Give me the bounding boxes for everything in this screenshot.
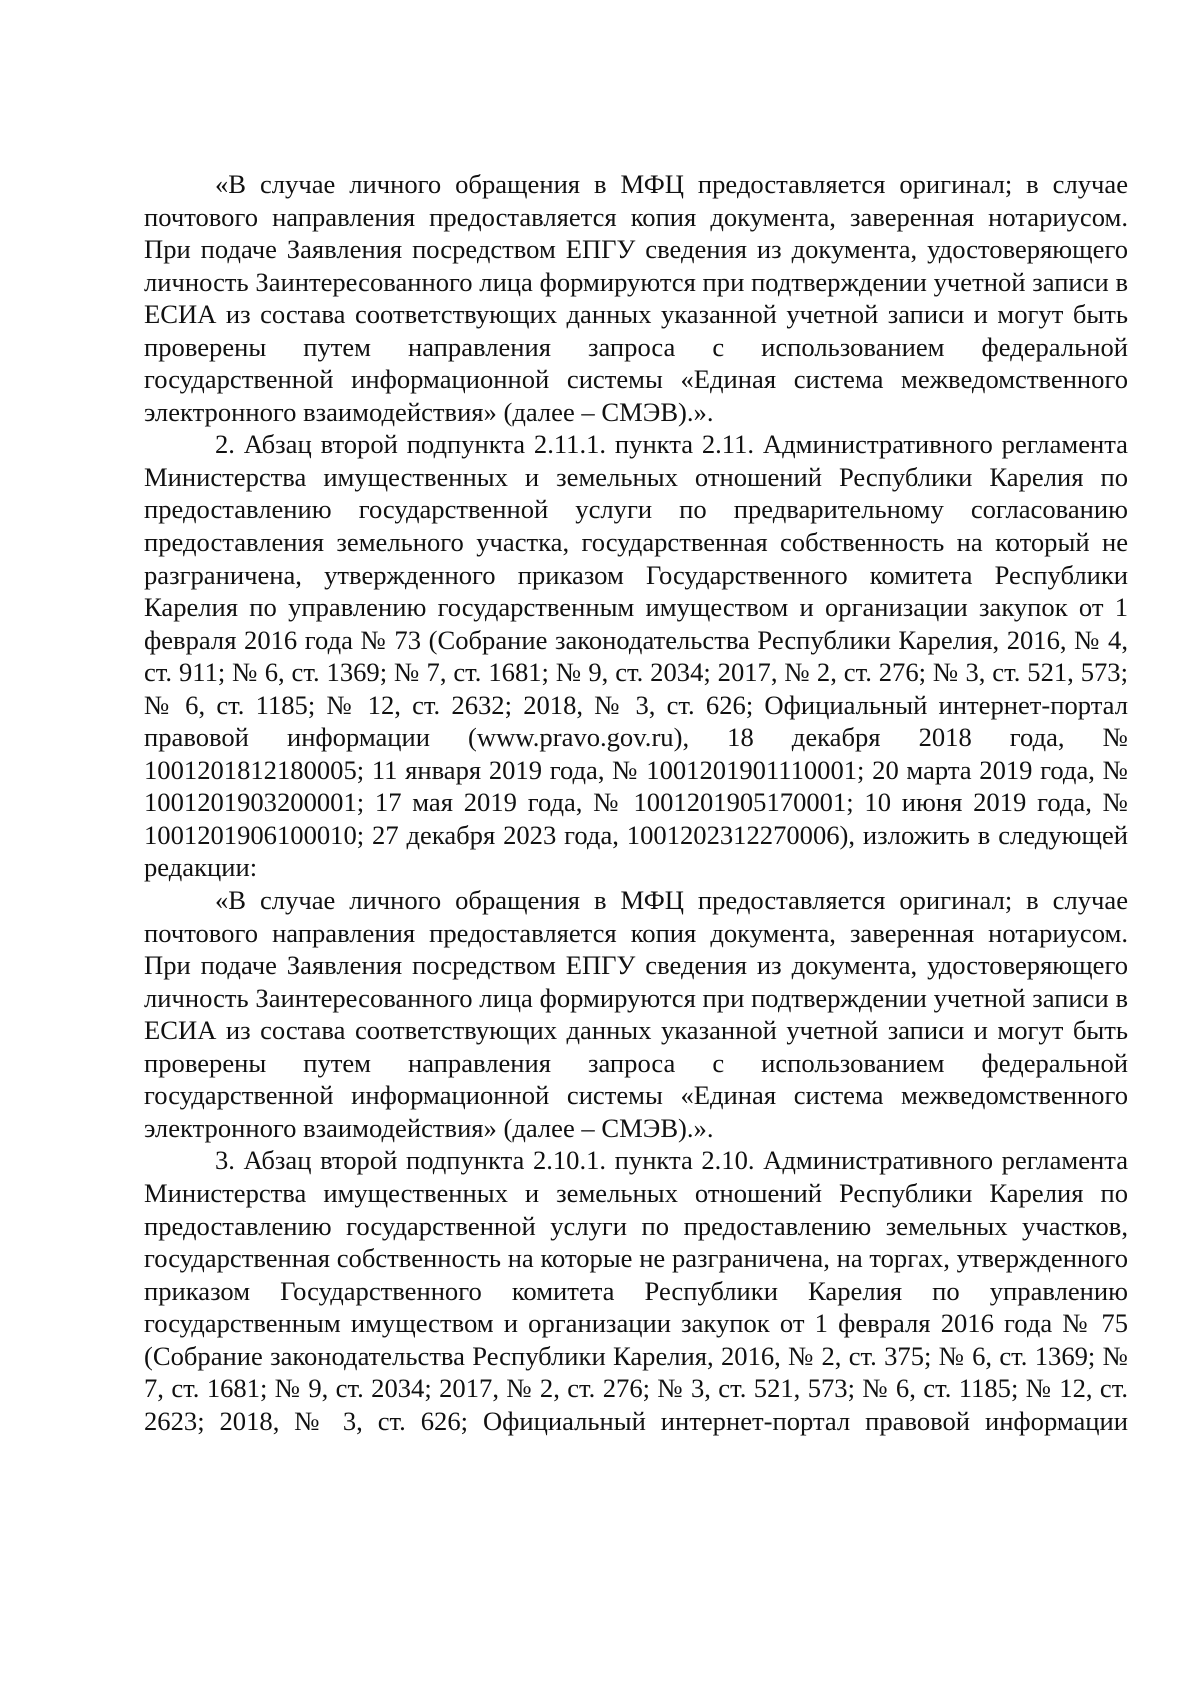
numbered-paragraph-2: 2. Абзац второй подпункта 2.11.1. пункта 2.11. Административного регламента Министерства имущественных и земельных отношений Республики Карелия по предоставлению государственной услуги по предварительному согласованию предоставления земельного участка, государственная собственность на который не разграничена, утвержденного приказом Государственного комитета Республики Карелия по управлению государственным имуществом и организации закупок от 1 февраля 2016 года № 73 (Собрание законодательства Республики Карелия, 2016, № 4, ст. 911; № 6, ст. 1369; № 7, ст. 1681; № 9, ст. 2034; 2017, № 2, ст. 276; № 3, ст. 521, 573; № 6, ст. 1185; № 12, ст. 2632; 2018, № 3, ст. 626; Официальный интернет-портал правовой информации (www.pravo.gov.ru), 18 декабря 2018 года, № 1001201812180005; 11 января 2019 года, № 1001201901110001; 20 марта 2019 года, № 1001201903200001; 17 мая 2019 года, № 1001201905170001; 10 июня 2019 года, № 1001201906100010; 27 декабря 2023 года, 1001202312270006), изложить в следующей редакции: xyxy=(144,429,1128,883)
quoted-paragraph-2: «В случае личного обращения в МФЦ предоставляется оригинал; в случае почтового направления предоставляется копия документа, заверенная нотариусом. При подаче Заявления посредством ЕПГУ сведения из документа, удостоверяющего личность Заинтересованного лица формируются при подтверждении учетной записи в ЕСИА из состава соответствующих данных указанной учетной записи и могут быть проверены путем направления запроса с использованием федеральной государственной информационной системы «Единая система межведомственного электронного взаимодействия» (далее – СМЭВ).». xyxy=(144,885,1128,1143)
document-body xyxy=(144,168,1128,1437)
quoted-paragraph-1: «В случае личного обращения в МФЦ предоставляется оригинал; в случае почтового направления предоставляется копия документа, заверенная нотариусом. При подаче Заявления посредством ЕПГУ сведения из документа, удостоверяющего личность Заинтересованного лица формируются при подтверждении учетной записи в ЕСИА из состава соответствующих данных указанной учетной записи и могут быть проверены путем направления запроса с использованием федеральной государственной информационной системы «Единая система межведомственного электронного взаимодействия» (далее – СМЭВ).». xyxy=(144,169,1128,427)
numbered-paragraph-3: 3. Абзац второй подпункта 2.10.1. пункта 2.10. Административного регламента Министерства имущественных и земельных отношений Республики Карелия по предоставлению государственной услуги по предоставлению земельных участков, государственная собственность на которые не разграничена, на торгах, утвержденного приказом Государственного комитета Республики Карелия по управлению государственным имуществом и организации закупок от 1 февраля 2016 года № 75 (Собрание законодательства Республики Карелия, 2016, № 2, ст. 375; № 6, ст. 1369; № 7, ст. 1681; № 9, ст. 2034; 2017, № 2, ст. 276; № 3, ст. 521, 573; № 6, ст. 1185; № 12, ст. 2623; 2018, № 3, ст. 626; Официальный интернет-портал правовой информации xyxy=(144,1145,1128,1436)
